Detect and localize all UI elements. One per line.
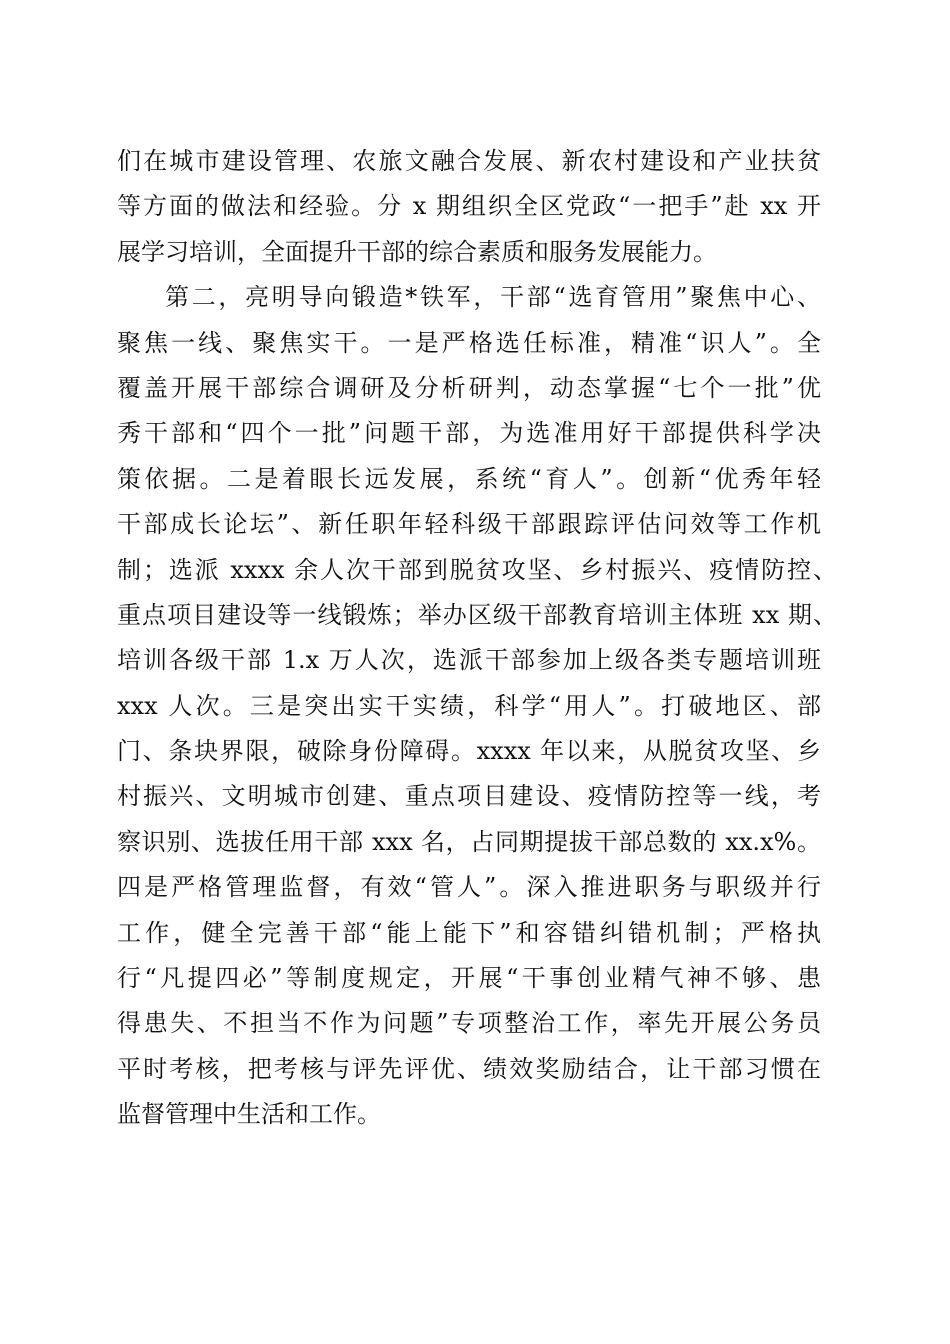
text-line: 四是严格管理监督，有效“管人”。深入推进职务与职级并行 [117,873,821,902]
text-line: 门、条块界限，破除身份障碍。xxxx 年以来，从脱贫攻坚、乡 [117,737,821,766]
text-line: 秀干部和“四个一批”问题干部，为选准用好干部提供科学决 [117,419,821,448]
text-line: 制；选派 xxxx 余人次干部到脱贫攻坚、乡村振兴、疫情防控、 [117,555,837,584]
text-line: xxx 人次。三是突出实干实绩，科学“用人”。打破地区、部 [117,691,821,720]
text-line: 行“凡提四必”等制度规定，开展“干事创业精气神不够、患 [117,964,821,993]
paragraph-start-line: 第二，亮明导向锻造*铁军，干部“选育管用”聚焦中心、 [165,283,821,312]
text-line: 察识别、选拔任用干部 xxx 名，占同期提拔干部总数的 xx.x%。 [117,827,821,856]
text-line: 策依据。二是着眼长远发展，系统“育人”。创新“优秀年轻 [117,464,821,493]
text-line: 等方面的做法和经验。分 x 期组织全区党政“一把手”赴 xx 开 [117,192,821,221]
text-line: 村振兴、文明城市创建、重点项目建设、疫情防控等一线，考 [117,782,821,811]
text-line: 培训各级干部 1.x 万人次，选派干部参加上级各类专题培训班 [117,646,821,675]
text-line: 覆盖开展干部综合调研及分析研判，动态掌握“七个一批”优 [117,373,821,402]
text-line: 们在城市建设管理、农旅文融合发展、新农村建设和产业扶贫 [117,147,821,175]
body-text [117,139,837,1138]
text-line: 展学习培训，全面提升干部的综合素质和服务发展能力。 [117,237,717,266]
text-line: 工作，健全完善干部“能上能下”和容错纠错机制；严格执 [117,918,821,947]
text-line: 重点项目建设等一线锻炼；举办区级干部教育培训主体班 xx 期、 [117,600,837,629]
text-line: 平时考核，把考核与评先评优、绩效奖励结合，让干部习惯在 [117,1054,821,1083]
text-line: 监督管理中生活和工作。 [117,1100,381,1129]
text-line: 聚焦一线、聚焦实干。一是严格选任标准，精准“识人”。全 [117,328,821,357]
text-line: 干部成长论坛”、新任职年轻科级干部跟踪评估问效等工作机 [117,510,821,539]
text-line: 得患失、不担当不作为问题”专项整治工作，率先开展公务员 [117,1009,821,1038]
